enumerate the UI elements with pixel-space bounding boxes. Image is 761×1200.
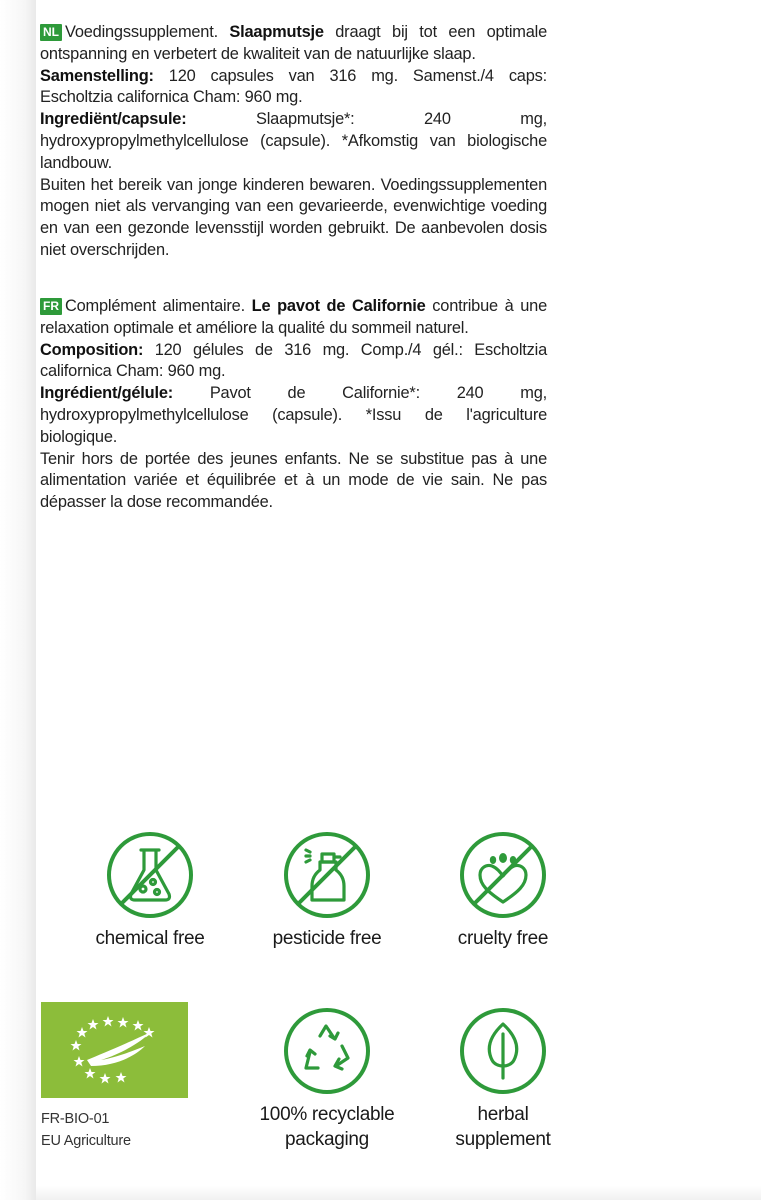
fr-warning: Tenir hors de portée des jeunes enfants. Ne se substitue pas à une alimentation variée et équilibrée et à un mode de vie sain. Ne pas dépasser la dose recommandée.	[40, 449, 547, 512]
french-text-block	[40, 296, 547, 514]
nl-ingredient-text: Slaapmutsje*: 240 mg, hydroxypropylmethylcellulose (capsule). *Afkomstig van biologische landbouw.	[40, 110, 547, 172]
recyclable-packaging-badge	[242, 1006, 412, 1152]
fr-composition	[40, 340, 547, 384]
cruelty-free-label: cruelty free	[457, 928, 549, 949]
nl-ingredient-label: Ingrediënt/capsule:	[40, 110, 187, 129]
dutch-text-block	[40, 22, 547, 262]
nl-composition-label: Samenstelling:	[40, 66, 154, 85]
eu-organic-info	[41, 1108, 131, 1152]
crossed-spray-bottle-icon	[282, 830, 372, 920]
nl-intro-plain: Voedingssupplement.	[65, 23, 218, 41]
chemical-free-label: chemical free	[95, 928, 205, 949]
crossed-paw-heart-icon	[458, 830, 548, 920]
eu-organic-code: FR-BIO-01	[41, 1111, 110, 1127]
fr-language-badge: FR	[40, 298, 62, 315]
fr-composition-text: 120 gélules de 316 mg. Comp./4 gél.: Escholtzia californica Cham: 960 mg.	[40, 340, 547, 381]
fr-ingredient-label: Ingrédient/gélule:	[40, 384, 173, 403]
leaf-icon	[458, 1006, 548, 1096]
nl-warning: Buiten het bereik van jonge kinderen bewaren. Voedingssupplementen mogen niet als vervanging van een gevarieerde, evenwichtige voeding en van een gezonde levensstijl worden gebruikt. De aanbevolen dosis niet overschrijden.	[40, 175, 547, 259]
pesticide-free-badge	[242, 830, 412, 951]
package-bottom-edge	[36, 1186, 761, 1200]
herbal-label-line2: supplement	[455, 1129, 551, 1150]
fr-product-name: Le pavot de Californie	[251, 297, 426, 315]
eu-organic-origin: EU Agriculture	[41, 1133, 131, 1149]
fr-ingredient	[40, 383, 547, 448]
nl-ingredient	[40, 109, 547, 174]
nl-composition	[40, 66, 547, 110]
nl-language-badge: NL	[40, 24, 62, 41]
nl-intro-rest: draagt bij tot een optimale ontspanning en verbetert de kwaliteit van de natuurlijke slaap.	[40, 23, 547, 63]
recycle-icon	[282, 1006, 372, 1096]
fr-intro-plain: Complément alimentaire.	[65, 297, 245, 315]
nl-composition-text: 120 capsules van 316 mg. Samenst./4 caps: Escholtzia californica Cham: 960 mg.	[40, 66, 547, 107]
fr-ingredient-text: Pavot de Californie*: 240 mg, hydroxypropylmethylcellulose (capsule). *Issu de l'agriculture biologique.	[40, 384, 547, 446]
crossed-flask-icon	[105, 830, 195, 920]
fr-composition-label: Composition:	[40, 340, 144, 359]
eu-organic-leaf-logo	[41, 1002, 188, 1098]
nl-intro	[40, 22, 547, 66]
nl-product-name: Slaapmutsje	[229, 23, 324, 41]
herbal-label-line1: herbal	[477, 1104, 529, 1125]
pesticide-free-label: pesticide free	[272, 928, 382, 949]
recyclable-label-line2: packaging	[285, 1129, 369, 1150]
eu-organic-logo	[41, 1002, 188, 1098]
package-left-edge	[0, 0, 36, 1200]
fr-intro	[40, 296, 547, 340]
recyclable-label-line1: 100% recyclable	[259, 1104, 395, 1125]
chemical-free-badge	[65, 830, 235, 951]
herbal-supplement-badge	[418, 1006, 588, 1152]
cruelty-free-badge	[418, 830, 588, 951]
fr-intro-rest: contribue à une relaxation optimale et améliore la qualité du sommeil naturel.	[40, 297, 547, 337]
